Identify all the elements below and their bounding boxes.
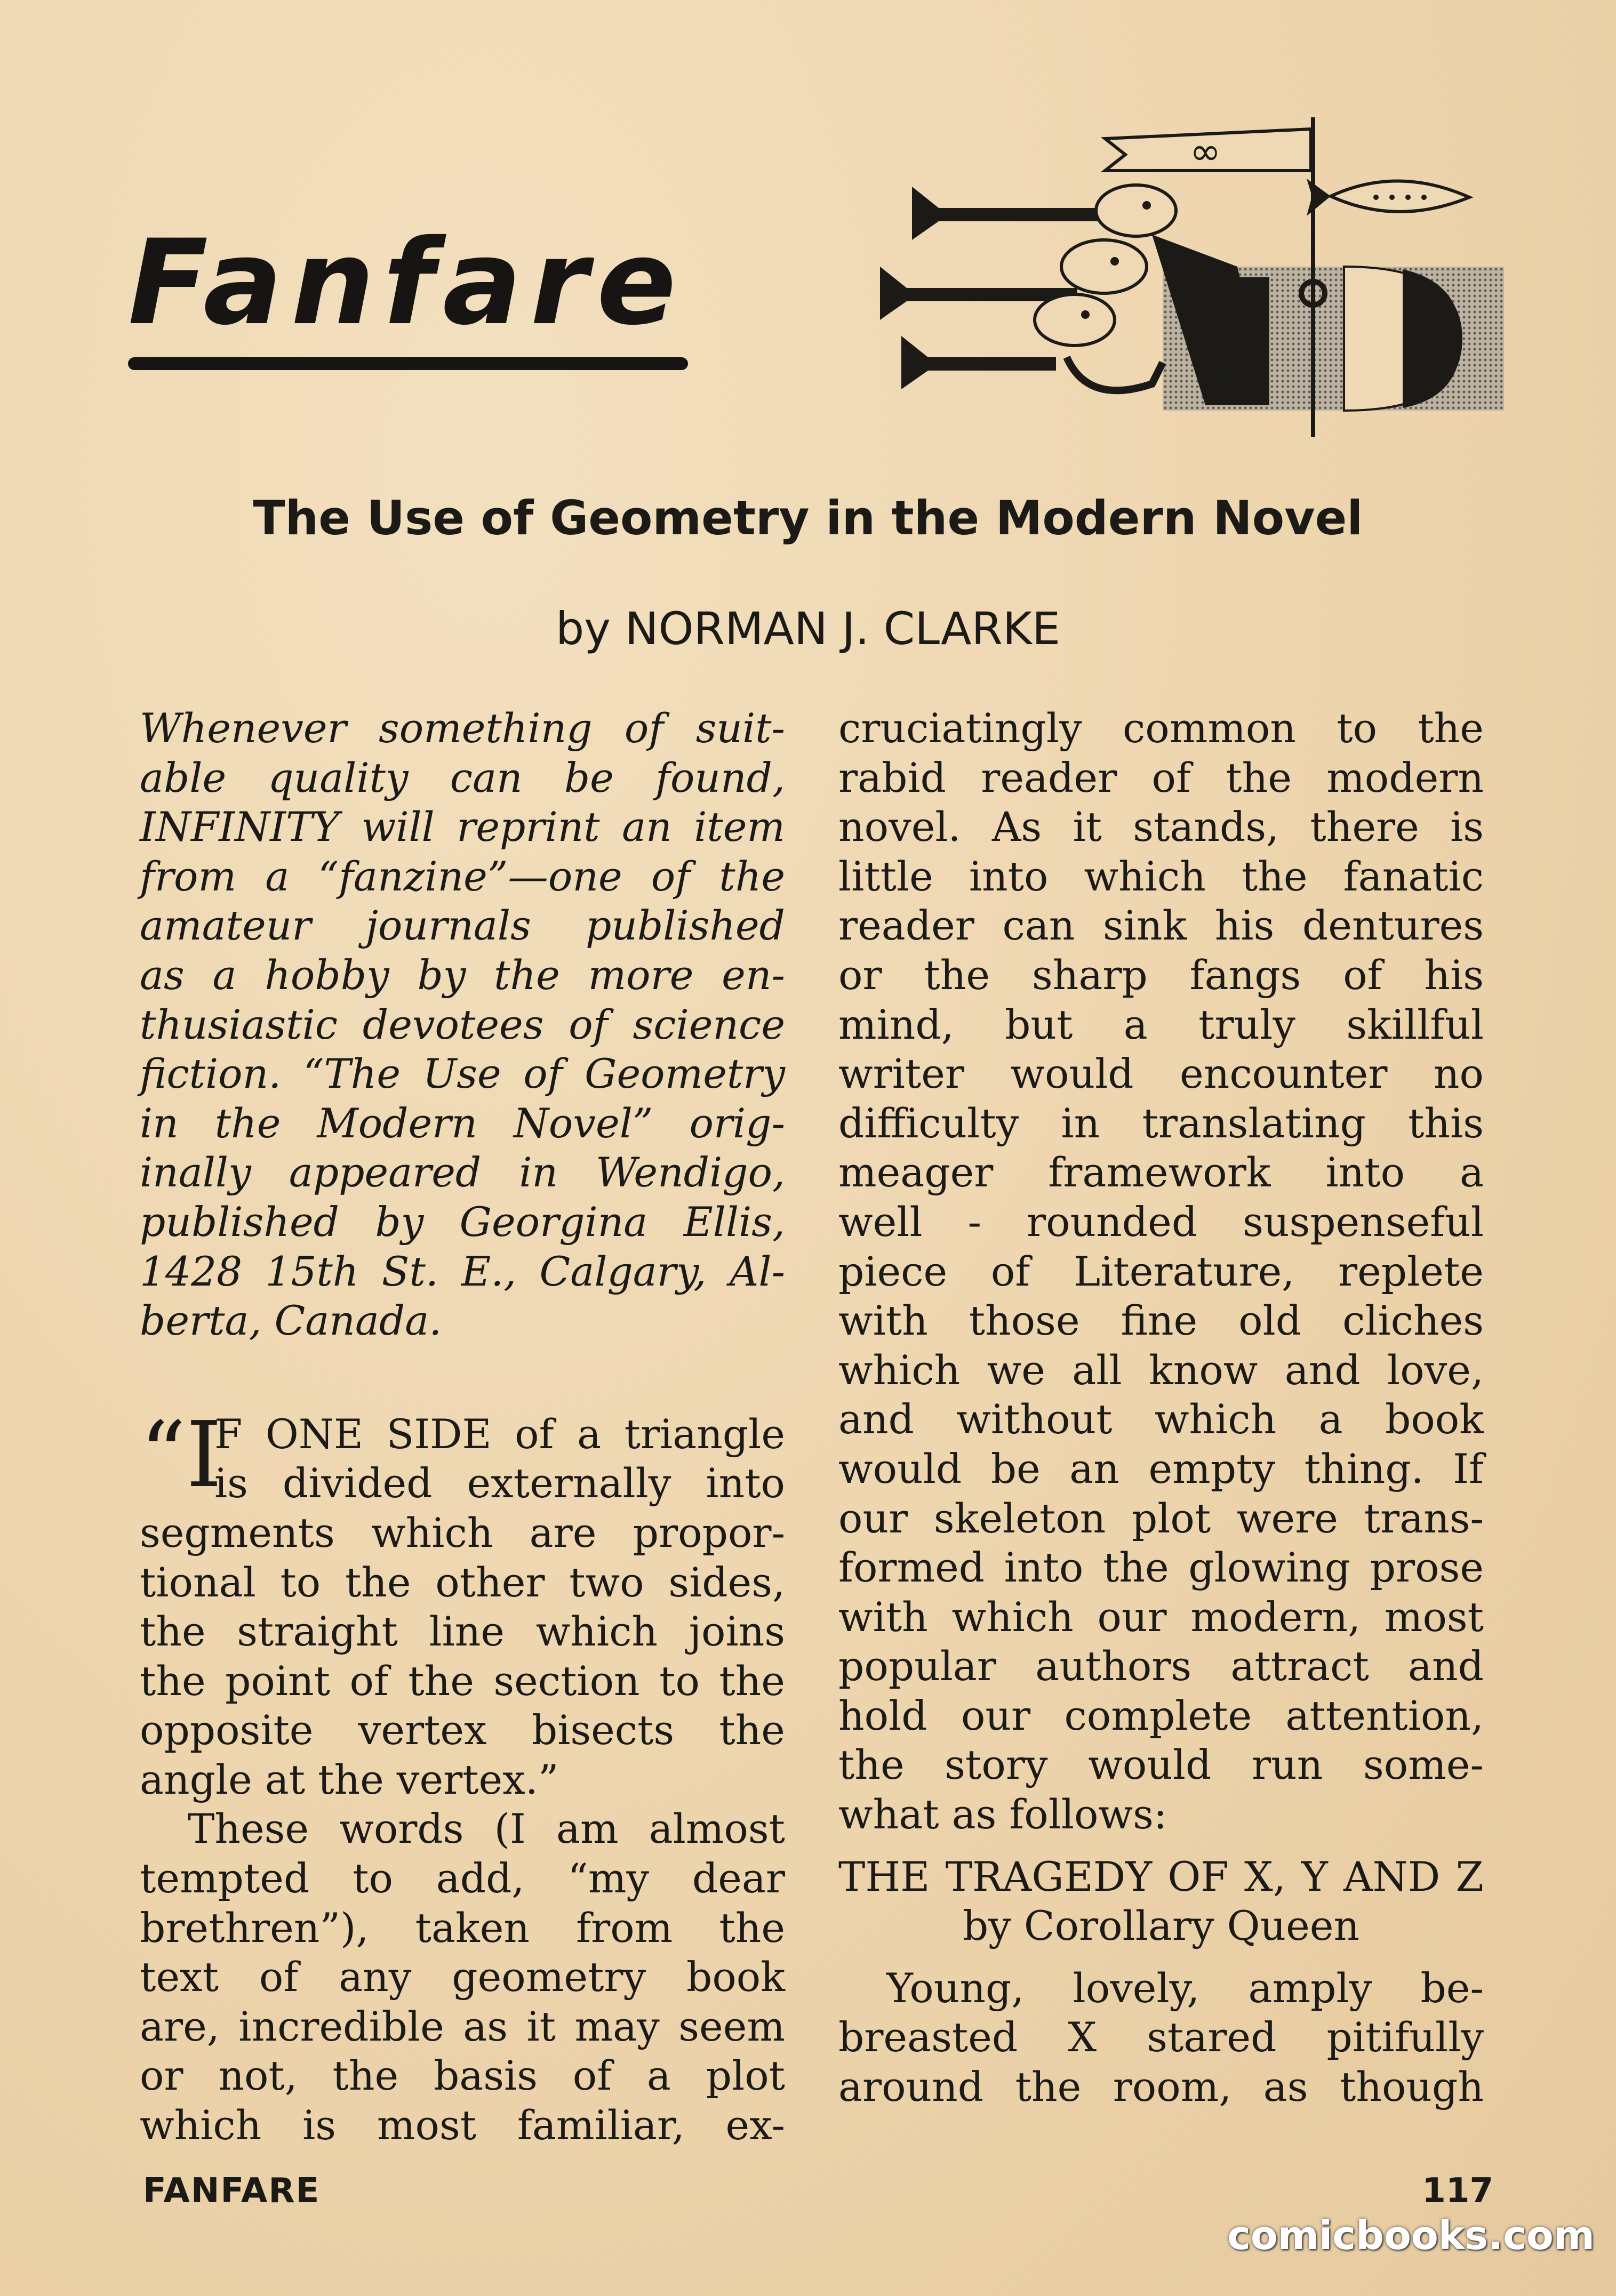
footer-magazine-name: FANFARE xyxy=(143,2171,321,2211)
text-line: is divided externally into xyxy=(214,1460,785,1507)
text-line: Whenever something of suit- xyxy=(140,705,785,752)
body-paragraph xyxy=(140,1804,785,2150)
text-line: which is most familiar, ex- xyxy=(140,2102,785,2149)
text-line: little into which the fanatic xyxy=(838,853,1484,900)
text-line: 1428 15th St. E., Calgary, Al- xyxy=(140,1248,785,1295)
text-line: INFINITY will reprint an item xyxy=(140,804,785,851)
text-line: formed into the glowing prose xyxy=(838,1544,1484,1592)
text-line: hold our complete attention, xyxy=(838,1692,1484,1739)
text-line: are, incredible as it may seem xyxy=(140,2003,785,2050)
text-line: mind, but a truly skillful xyxy=(838,1001,1484,1048)
text-line: berta, Canada. xyxy=(140,1297,442,1345)
text-line: breasted X stared pitifully xyxy=(838,2014,1484,2061)
text-line: what as follows: xyxy=(838,1791,1167,1839)
text-line: our skeleton plot were trans- xyxy=(838,1495,1484,1542)
text-line: reader can sink his dentures xyxy=(838,902,1484,950)
text-line: around the room, as though xyxy=(838,2064,1484,2111)
text-line: difficulty in translating this xyxy=(838,1099,1484,1147)
text-line: segments which are propor- xyxy=(140,1509,785,1556)
section-title: Fanfare xyxy=(128,214,685,351)
left-column xyxy=(140,704,785,2150)
text-line: as a hobby by the more en- xyxy=(140,951,785,999)
text-line: published by Georgina Ellis, xyxy=(140,1198,785,1246)
body-paragraph xyxy=(838,704,1484,1840)
trumpet-herald-illustration-icon xyxy=(864,107,1504,453)
page-number: 117 xyxy=(1422,2171,1493,2211)
watermark: comicbooks.com xyxy=(1227,2213,1595,2259)
text-line: cruciatingly common to the xyxy=(838,705,1484,752)
story-title: THE TRAGEDY OF X, Y AND Z xyxy=(838,1853,1484,1900)
text-line: and without which a book xyxy=(838,1396,1484,1443)
story-paragraph xyxy=(838,1964,1484,2112)
editor-intro xyxy=(140,704,785,1346)
text-line: tempted to add, “my dear xyxy=(140,1855,785,1902)
text-line: inally appeared in Wendigo, xyxy=(140,1149,785,1197)
text-line: able quality can be found, xyxy=(140,754,785,801)
text-line: angle at the vertex.” xyxy=(140,1756,559,1803)
text-line: the point of the section to the xyxy=(140,1657,785,1705)
text-line: well - rounded suspenseful xyxy=(838,1198,1484,1246)
text-line: novel. As it stands, there is xyxy=(838,804,1484,851)
article-title: The Use of Geometry in the Modern Novel xyxy=(253,491,1363,545)
text-line: popular authors attract and xyxy=(838,1643,1484,1690)
text-line: fiction. “The Use of Geometry xyxy=(140,1050,785,1098)
text-line: piece of Literature, replete xyxy=(838,1248,1484,1295)
story-byline: by Corollary Queen xyxy=(962,1902,1360,1950)
text-line: the story would run some- xyxy=(838,1741,1484,1789)
text-line: tional to the other two sides, xyxy=(140,1559,785,1606)
drop-cap: “I xyxy=(140,1402,222,1508)
text-line: with those fine old cliches xyxy=(838,1297,1484,1345)
text-line: amateur journals published xyxy=(140,902,785,950)
quote-paragraph xyxy=(140,1402,785,1805)
title-underline xyxy=(128,357,688,370)
text-line: thusiastic devotees of science xyxy=(140,1001,785,1048)
text-line: brethren”), taken from the xyxy=(140,1904,785,1952)
text-line: from a “fanzine”—one of the xyxy=(140,853,785,900)
text-line: would be an empty thing. If xyxy=(838,1445,1484,1492)
flag-symbol: ∞ xyxy=(1189,130,1221,173)
text-line: F ONE SIDE of a triangle xyxy=(214,1410,785,1458)
text-line: opposite vertex bisects the xyxy=(140,1707,785,1754)
text-line: Young, lovely, amply be- xyxy=(886,1964,1484,2012)
text-line: which we all know and love, xyxy=(838,1346,1484,1394)
right-column xyxy=(838,704,1484,2112)
text-line: the straight line which joins xyxy=(140,1608,785,1656)
text-line: or the sharp fangs of his xyxy=(838,951,1484,999)
text-line: meager framework into a xyxy=(838,1149,1484,1197)
article-byline: by NORMAN J. CLARKE xyxy=(555,603,1061,655)
text-line: text of any geometry book xyxy=(140,1954,785,2001)
text-line: rabid reader of the modern xyxy=(838,754,1484,801)
text-line: with which our modern, most xyxy=(838,1593,1484,1641)
text-line: writer would encounter no xyxy=(838,1050,1484,1098)
text-line: or not, the basis of a plot xyxy=(140,2052,785,2100)
text-line: These words (I am almost xyxy=(188,1805,785,1853)
text-line: in the Modern Novel” orig- xyxy=(140,1099,785,1147)
